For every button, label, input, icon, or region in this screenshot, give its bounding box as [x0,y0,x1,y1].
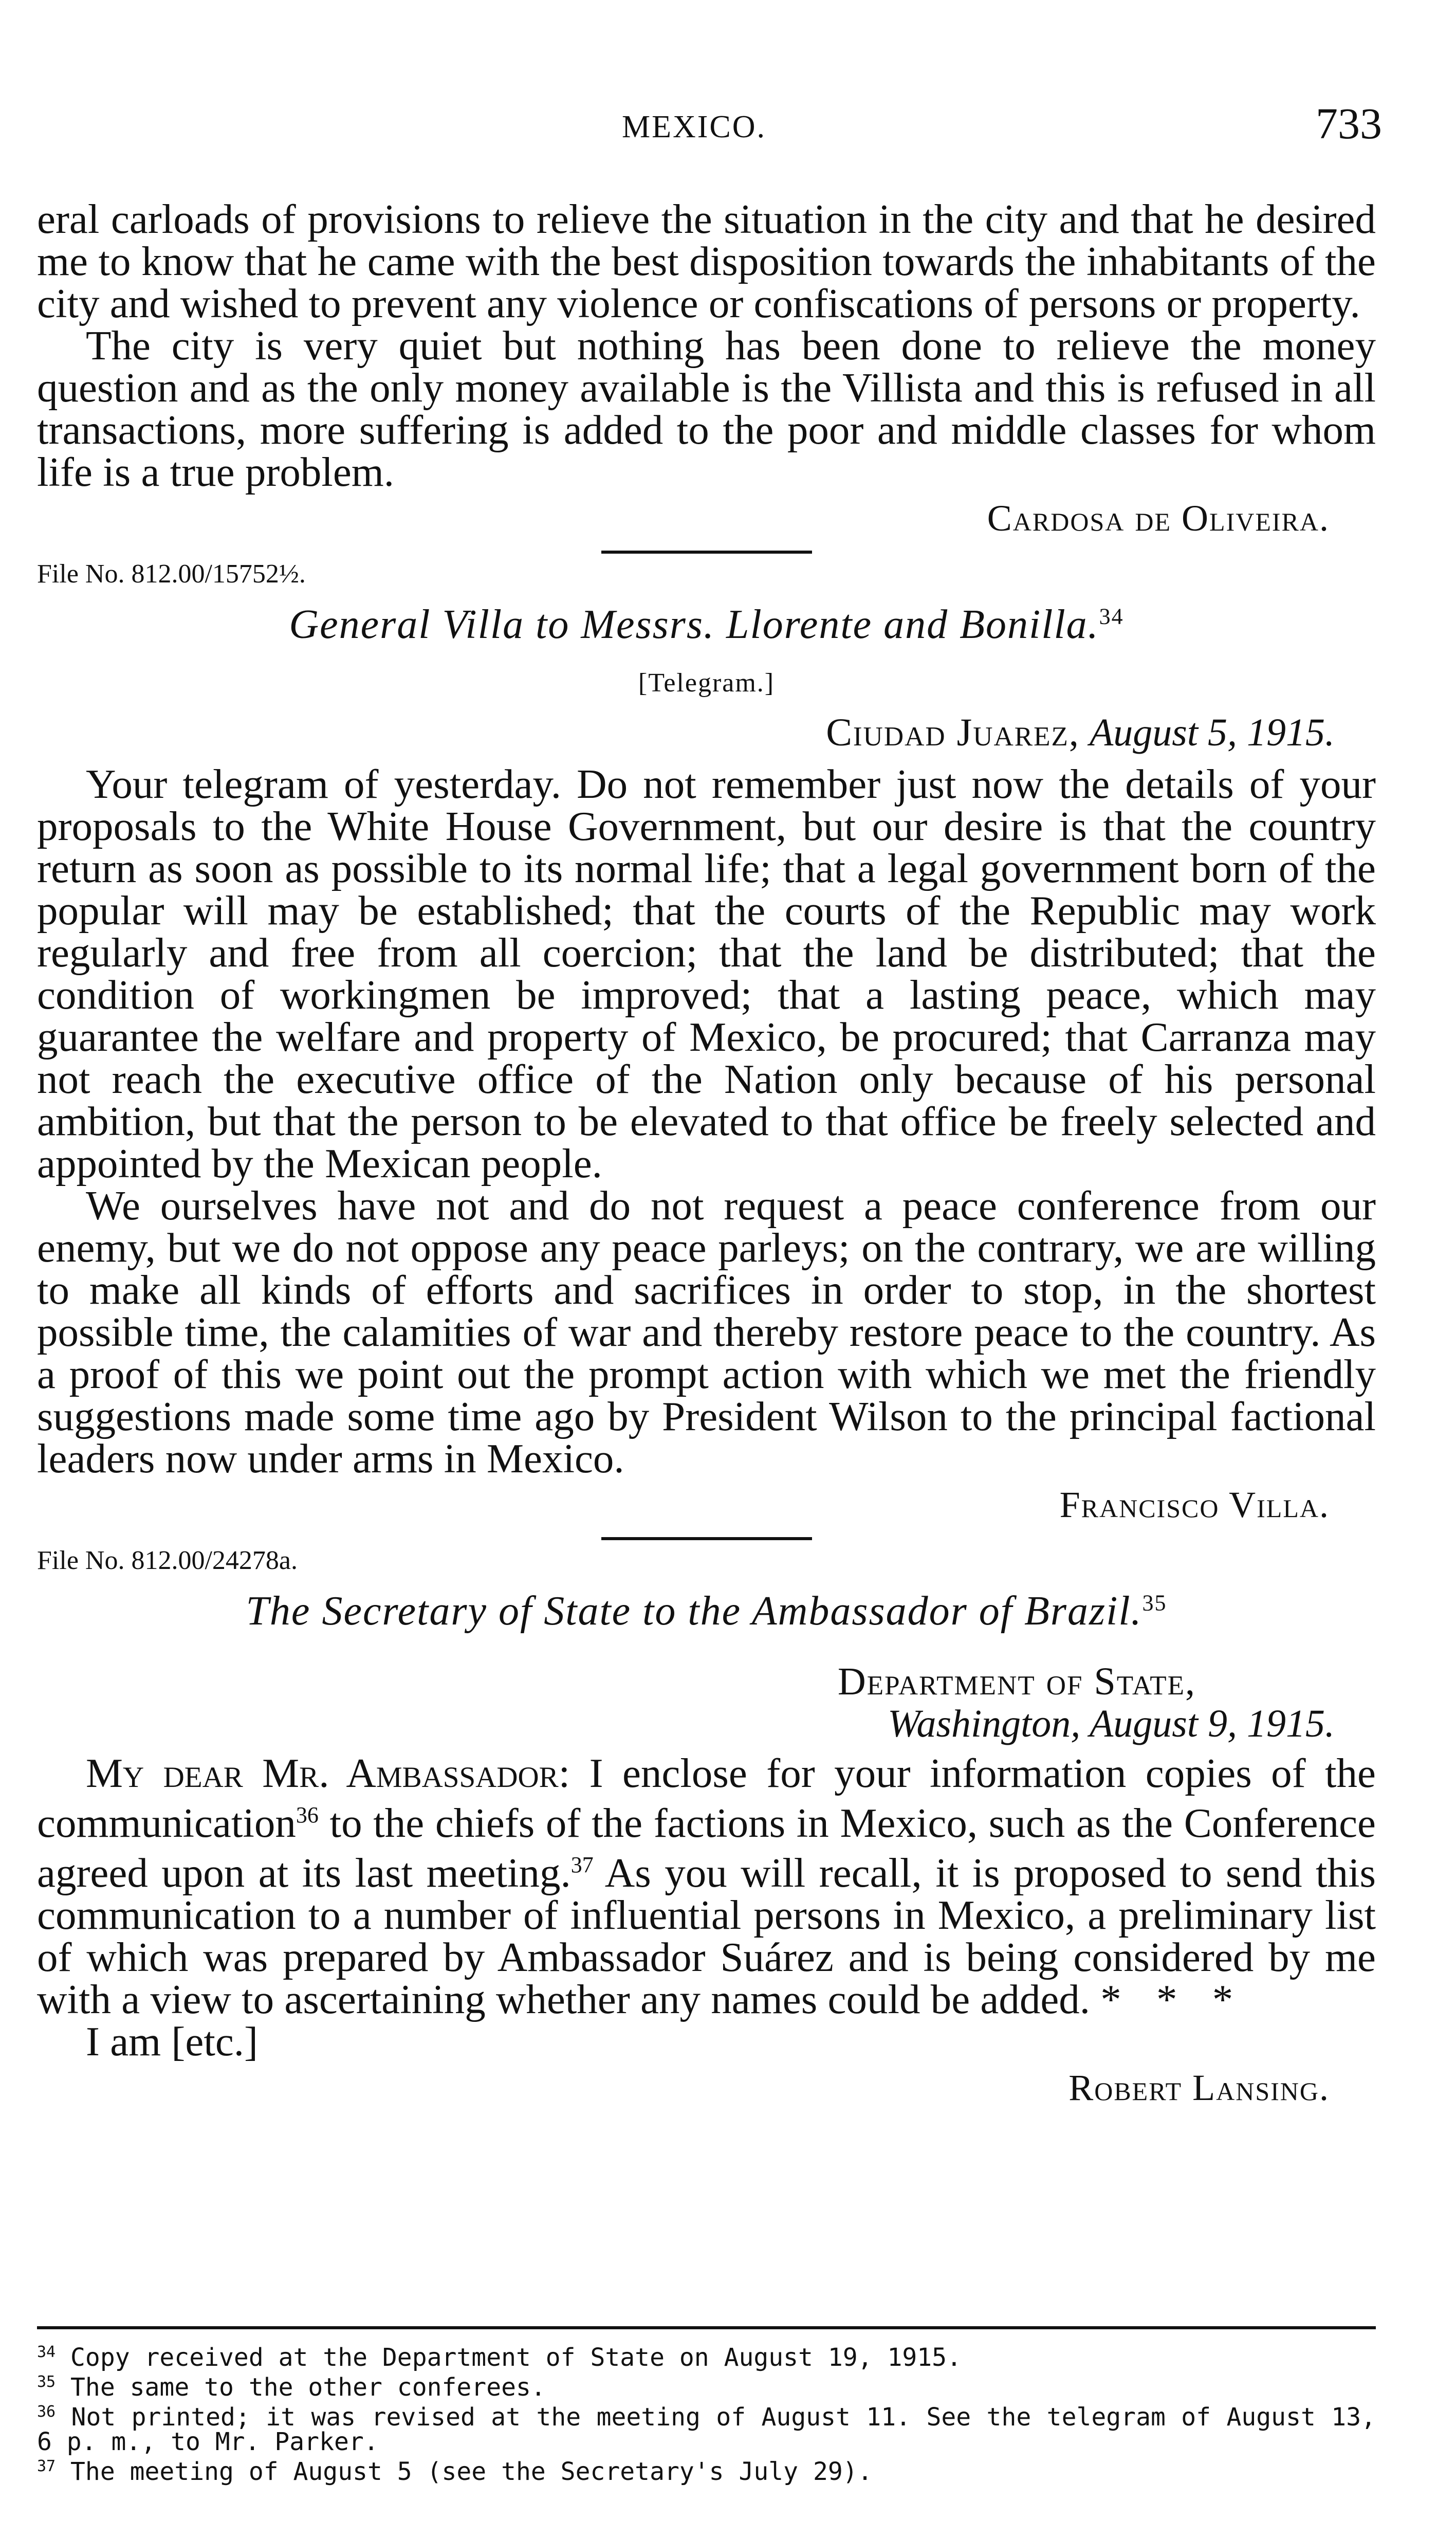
footnote [37,2400,1376,2454]
dateline-place: Ciudad Juarez, [826,711,1080,754]
paragraph: Your telegram of yesterday. Do not remember just now the details of your proposals to the White House Government, but our desire is that the country return as soon as possible to its normal life; that a legal government born of the popular will may be established; that the courts of the Republic may work regularly and free from all coercion; that the land be distributed; that the condition of workingmen be improved; that a lasting peace, which may guarantee the welfare and property of Mexico, be procured; that Carranza may not reach the executive office of the Nation only because of his personal ambition, but that the person to be elevated to that office be freely selected and appointed by the Mexican people. [37,761,1376,1186]
footnote-ref: 34 [1099,604,1124,629]
paragraph-continuation: eral carloads of provisions to relieve the situation in the city and that he desired me to know that he came with the best disposition towards the inhabitants of the city and wished to prevent any violence or confiscations of persons or property. [37,196,1376,326]
page-body [37,198,1376,2109]
salutation: My dear Mr. Ambassador: [86,1750,570,1796]
omission-stars: * * * [1100,1976,1246,2022]
section-divider [601,1537,812,1540]
dateline [37,1660,1376,1745]
dateline-date: August 5, 1915. [1089,711,1335,754]
footnote [37,2340,1376,2370]
footnote-number: 36 [37,2403,56,2421]
footnote [37,2454,1376,2484]
footnote-number: 34 [37,2343,56,2361]
paragraph-text: As you will recall, it is proposed to send this communication to a number of influential persons in Mexico, a preliminary list of which was prepared by Ambassador Suárez and is being considered by me with a view to ascertaining whether any names could be added. [37,1850,1376,2022]
document-title-text: The Secretary of State to the Ambassador of Brazil. [246,1588,1142,1634]
running-title: MEXICO. [622,109,767,144]
footnote-number: 37 [37,2457,56,2475]
dateline [37,711,1376,754]
file-number: File No. 812.00/24278a. [37,1546,298,1575]
signature: Francisco Villa. [1059,1484,1330,1525]
footnote-text: The same to the other conferees. [70,2373,546,2402]
footnote-number: 35 [37,2373,56,2391]
dateline-place: Department of State, [837,1660,1196,1703]
paragraph-text: to the chiefs of the factions in Mexico, such as the Conference agreed upon at its last meeting. [37,1800,1376,1896]
file-number: File No. 812.00/15752½. [37,559,306,589]
signature: Cardosa de Oliveira. [987,498,1330,539]
page-header [0,98,1456,154]
document-title-text: General Villa to Messrs. Llorente and Bonilla. [289,602,1099,647]
footnotes [37,2340,1376,2484]
section-divider [601,551,812,554]
page-number: 733 [1316,99,1382,148]
document-title [37,1588,1376,1635]
footnote-text: Not printed; it was revised at the meeting of August 11. See the telegram of August 13, 6 p. m., to Mr. Parker. [37,2403,1376,2456]
footnote-ref: 36 [296,1802,319,1828]
paragraph [37,1752,1376,2020]
closing: I am [etc.] [86,2018,259,2065]
footnote-ref: 35 [1142,1590,1167,1616]
footnote [37,2370,1376,2400]
footnote-ref: 37 [570,1852,594,1877]
telegram-label: [Telegram.] [638,668,775,698]
document-title [37,601,1376,648]
paragraph: We ourselves have not and do not request a peace conference from our enemy, but we do not oppose any peace parleys; on the contrary, we are willing to make all kinds of efforts and sacrifices in order to stop, in the shortest possible time, the calamities of war and thereby restore peace to the country. As a proof of this we point out the prompt action with which we met the friendly suggestions made some time ago by President Wilson to the principal factional leaders now under arms in Mexico. [37,1182,1376,1482]
dateline-date: Washington, August 9, 1915. [888,1702,1335,1745]
footnote-text: Copy received at the Department of State on August 19, 1915. [70,2343,962,2372]
signature: Robert Lansing. [1068,2067,1330,2108]
paragraph: The city is very quiet but nothing has been done to relieve the money question and as the only money available is the Villista and this is refused in all transactions, more suffering is added to the poor and middle classes for whom life is a true problem. [37,322,1376,495]
paragraph-text: I enclose for your information copies of the communication [37,1750,1376,1846]
footnote-text: The meeting of August 5 (see the Secretary's July 29). [70,2457,873,2486]
footnote-divider [37,2326,1376,2329]
